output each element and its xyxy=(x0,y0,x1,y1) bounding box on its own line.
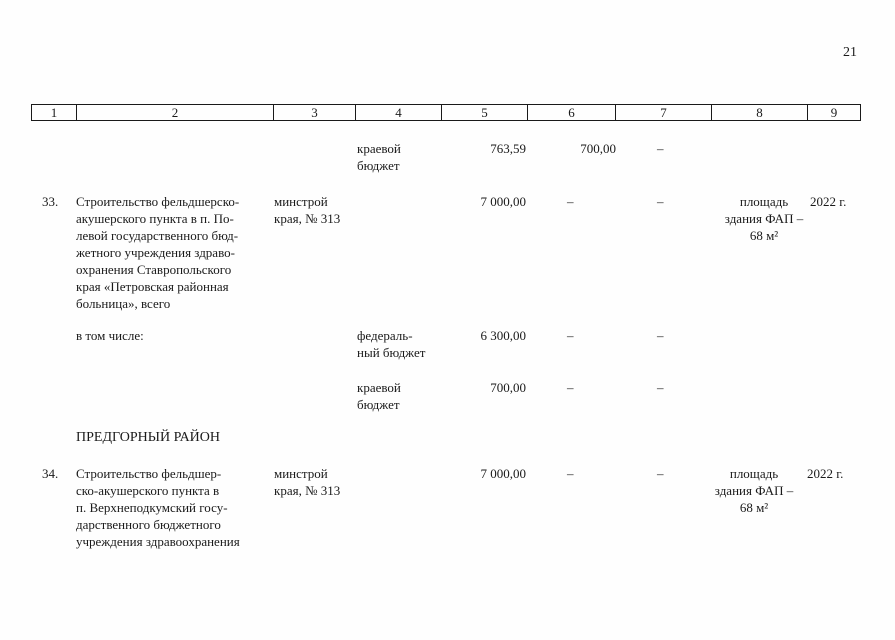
item34-year: 2022 г. xyxy=(807,466,844,481)
header-col-4: 4 xyxy=(356,105,442,121)
item33-federal-col6: – xyxy=(567,328,574,343)
item33-federal-amount: 6 300,00 xyxy=(480,328,526,343)
item33-name: Строительство фельдшерско- акушерского пункта в п. По- левой государственного бюд- жетного учреждения здраво- охранения Ставропольского края «Петровская районная больница», всего xyxy=(76,194,240,311)
header-col-2: 2 xyxy=(77,105,274,121)
header-col-1: 1 xyxy=(32,105,77,121)
item33-federal-source: федераль- ный бюджет xyxy=(357,328,426,360)
item34-executor: минстрой края, № 313 xyxy=(274,466,341,498)
header-col-5: 5 xyxy=(442,105,528,121)
item34-col6: – xyxy=(567,466,574,481)
district-heading: ПРЕДГОРНЫЙ РАЙОН xyxy=(76,430,221,445)
prev-regional-col7: – xyxy=(657,141,664,156)
prev-regional-amount: 763,59 xyxy=(490,141,526,156)
item33-col6: – xyxy=(567,194,574,209)
page-number: 21 xyxy=(843,45,857,60)
header-col-8: 8 xyxy=(712,105,808,121)
header-col-3: 3 xyxy=(274,105,356,121)
column-number-header xyxy=(31,104,861,121)
header-col-7: 7 xyxy=(616,105,712,121)
item33-amount: 7 000,00 xyxy=(480,194,526,209)
item33-year: 2022 г. xyxy=(810,194,847,209)
prev-regional-source: краевой бюджет xyxy=(357,141,401,173)
item33-indicator: площадь здания ФАП – 68 м² xyxy=(724,194,804,243)
item33-regional-amount: 700,00 xyxy=(490,380,526,395)
item33-regional-col6: – xyxy=(567,380,574,395)
item34-amount: 7 000,00 xyxy=(480,466,526,481)
header-col-6: 6 xyxy=(528,105,616,121)
item34-number: 34. xyxy=(42,466,59,481)
header-col-9: 9 xyxy=(808,105,861,121)
item33-number: 33. xyxy=(42,194,59,209)
item33-regional-col7: – xyxy=(657,380,664,395)
item33-col7: – xyxy=(657,194,664,209)
item33-federal-col7: – xyxy=(657,328,664,343)
item33-executor: минстрой края, № 313 xyxy=(274,194,341,226)
item34-col7: – xyxy=(657,466,664,481)
item33-breakdown-label: в том числе: xyxy=(76,328,144,343)
prev-regional-col6: 700,00 xyxy=(580,141,616,156)
item34-name: Строительство фельдшер- ско-акушерского пункта в п. Верхнеподкумский госу- дарственного бюджетного учреждения здравоохранения xyxy=(76,466,240,549)
item33-regional-source: краевой бюджет xyxy=(357,380,401,412)
item34-indicator: площадь здания ФАП – 68 м² xyxy=(714,466,794,515)
